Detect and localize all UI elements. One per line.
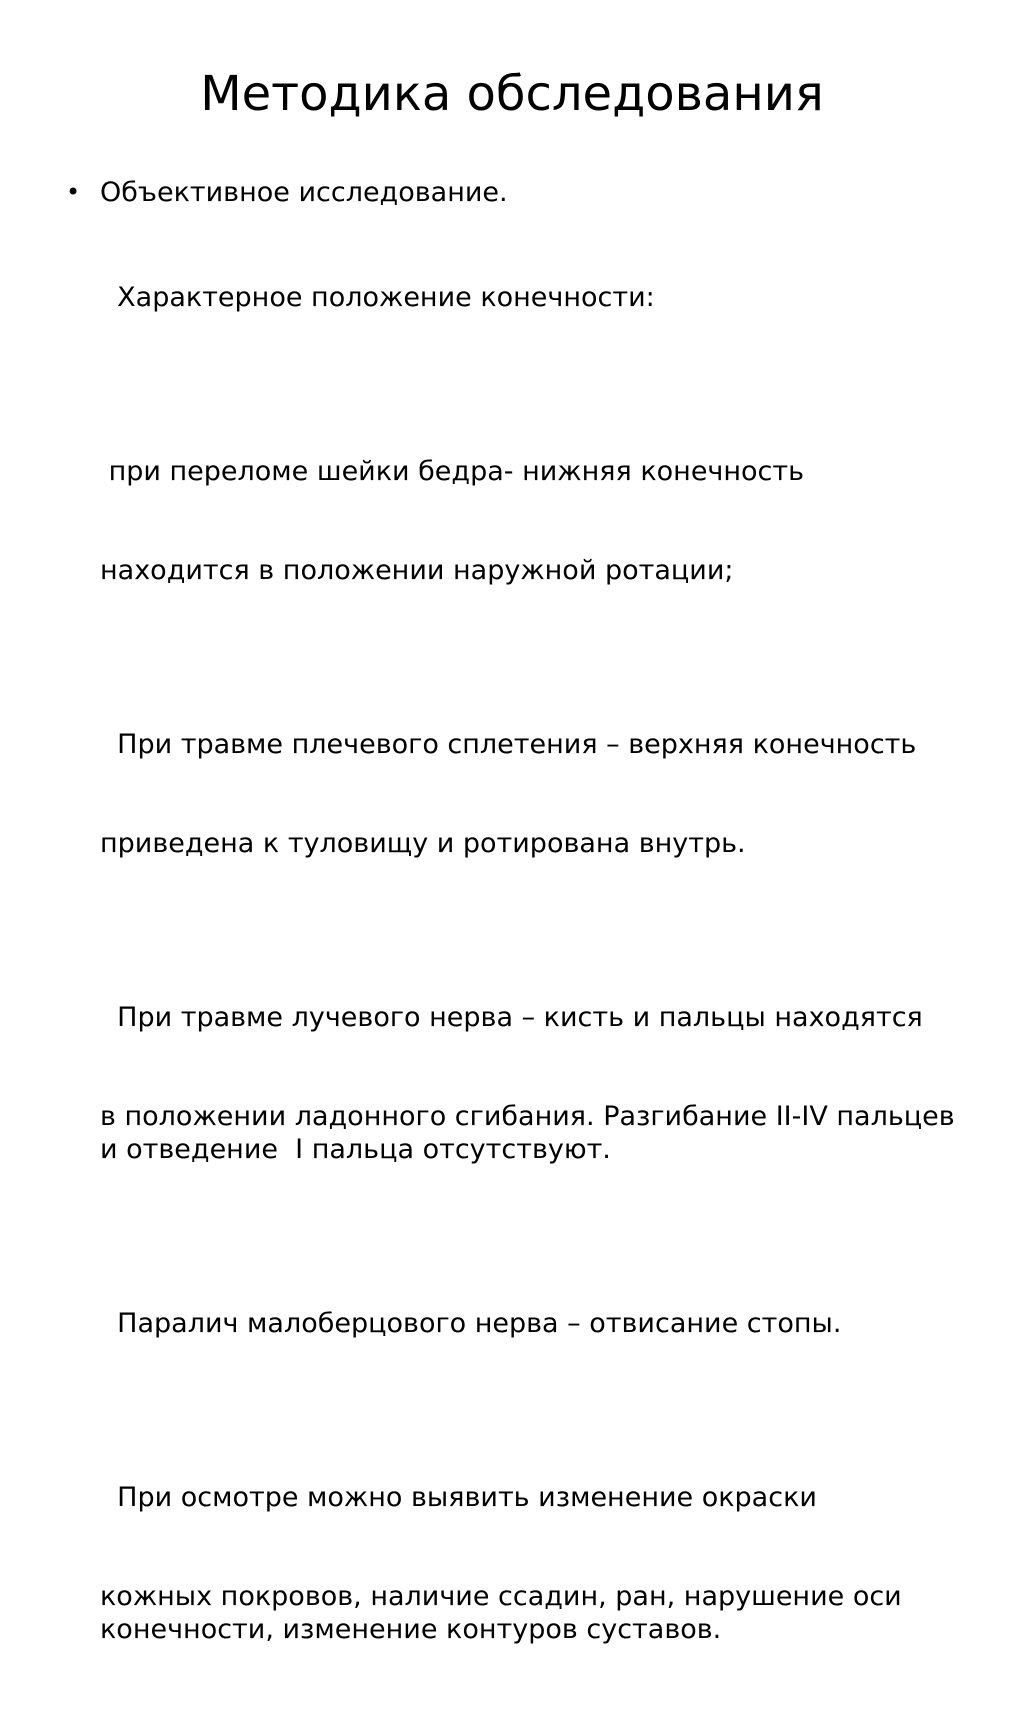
paragraph-position [66,215,966,380]
paragraph-inspection [66,1415,966,1712]
paragraph-radial-nerve [66,935,966,1232]
slide-title: Методика обследования [200,66,824,122]
paragraph-brachial-plexus [66,662,966,926]
bullet-item [66,176,966,209]
bullet-text: Объективное исследование. [100,177,508,208]
paragraph-continuation: кожных покровов, наличие ссадин, ран, нарушение оси конечности, изменение контуров суставов. [100,1581,911,1645]
bullet-icon: • [66,178,81,206]
paragraph-continuation: находится в положении наружной ротации; [100,555,734,586]
paragraph-first-line: При травме плечевого сплетения – верхняя конечность [100,729,917,760]
paragraph-continuation: приведена к туловищу и ротирована внутрь. [100,828,746,859]
paragraph-first-line: При осмотре можно выявить изменение окраски [100,1482,817,1513]
slide-content [66,176,966,1721]
paragraph-hip-fracture [66,389,966,653]
paragraph-continuation: в положении ладонного сгибания. Разгибание II-IV пальцев и отведение I пальца отсутствуют. [100,1101,964,1165]
paragraph-first-line: Характерное положение конечности: [100,282,655,313]
paragraph-first-line: При травме лучевого нерва – кисть и пальцы находятся [100,1002,923,1033]
paragraph-first-line: Паралич малоберцового нерва – отвисание стопы. [100,1308,842,1339]
paragraph-first-line: при переломе шейки бедра- нижняя конечность [100,456,805,487]
paragraph-peroneal-nerve [66,1241,966,1406]
